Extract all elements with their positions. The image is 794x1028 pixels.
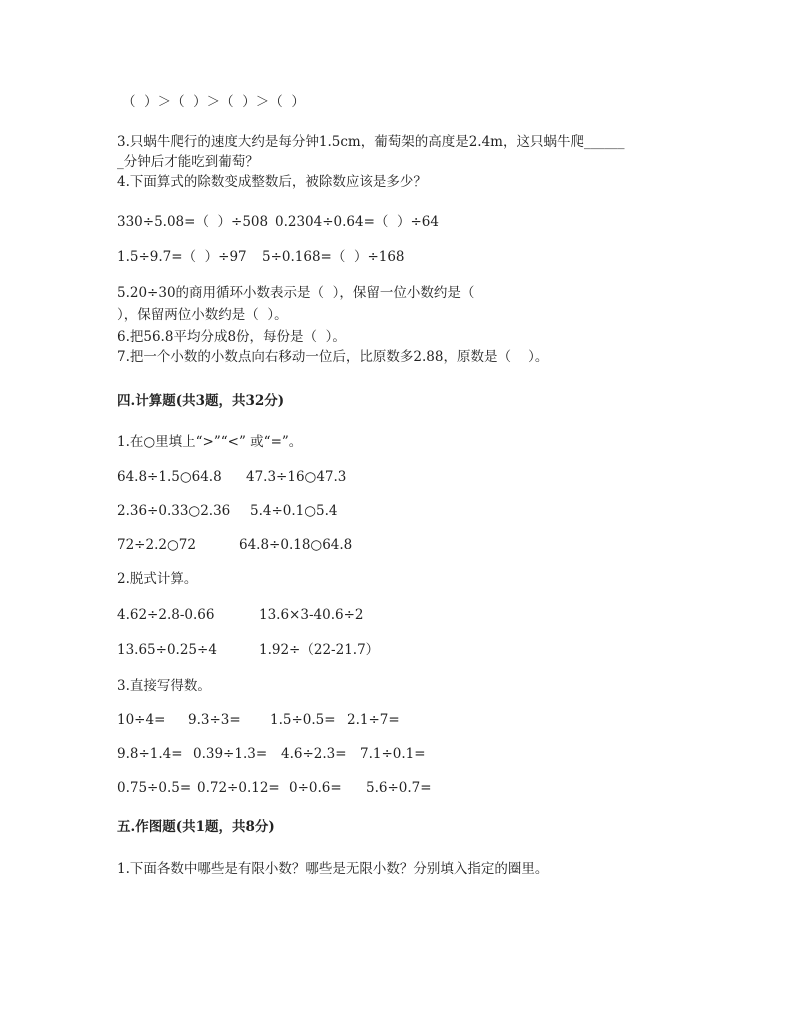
q5-line-2: ），保留两位小数约是（ ）。 <box>117 307 288 323</box>
calc-expr: 1.92÷（22-21.7） <box>259 642 380 658</box>
section-5-title: 五.作图题(共1题，共8分) <box>117 819 275 835</box>
compare-expr: 2.36÷0.33○2.36 <box>117 503 231 519</box>
q4-expr: 330÷5.08=（ ）÷508 <box>117 214 269 230</box>
calc-expr: 13.6×3-40.6÷2 <box>259 607 364 623</box>
calc-expr: 13.65÷0.25÷4 <box>117 642 217 658</box>
mental-math-expr: 9.3÷3= <box>188 712 241 728</box>
d1-title: 1.下面各数中哪些是有限小数？哪些是无限小数？分别填入指定的圈里。 <box>117 861 549 877</box>
q7: 7.把一个小数的小数点向右移动一位后，比原数多2.88，原数是（ ）。 <box>117 349 549 365</box>
q3-line-2: _分钟后才能吃到葡萄？ <box>117 154 259 170</box>
q2-answer-blanks: （ ）＞（ ）＞（ ）＞（ ） <box>122 94 305 110</box>
compare-expr: 64.8÷0.18○64.8 <box>239 537 353 553</box>
compare-expr: 5.4÷0.1○5.4 <box>250 503 338 519</box>
mental-math-expr: 0.72÷0.12= <box>197 780 280 796</box>
mental-math-expr: 0÷0.6= <box>289 780 342 796</box>
mental-math-expr: 1.5÷0.5= <box>270 712 336 728</box>
mental-math-expr: 4.6÷2.3= <box>281 746 347 762</box>
c2-title: 2.脱式计算。 <box>117 571 198 587</box>
mental-math-expr: 0.75÷0.5= <box>117 780 192 796</box>
c3-title: 3.直接写得数。 <box>117 678 211 694</box>
mental-math-expr: 2.1÷7= <box>347 712 400 728</box>
q5-line-1: 5.20÷30的商用循环小数表示是（ ），保留一位小数约是（ <box>117 285 475 301</box>
compare-expr: 47.3÷16○47.3 <box>246 469 347 485</box>
q4-expr: 1.5÷9.7=（ ）÷97 <box>117 249 247 265</box>
q4-expr: 5÷0.168=（ ）÷168 <box>262 249 405 265</box>
q6: 6.把56.8平均分成8份，每份是（ ）。 <box>117 329 346 345</box>
mental-math-expr: 5.6÷0.7= <box>366 780 432 796</box>
calc-expr: 4.62÷2.8-0.66 <box>117 607 215 623</box>
compare-expr: 64.8÷1.5○64.8 <box>117 469 222 485</box>
mental-math-expr: 7.1÷0.1= <box>360 746 426 762</box>
q4-prompt: 4.下面算式的除数变成整数后，被除数应该是多少？ <box>117 174 427 190</box>
section-4-title: 四.计算题(共3题，共32分) <box>117 393 285 409</box>
compare-expr: 72÷2.2○72 <box>117 537 196 553</box>
c1-title: 1.在○里填上“>”“<” 或“=”。 <box>117 434 303 450</box>
mental-math-expr: 9.8÷1.4= <box>117 746 183 762</box>
q4-expr: 0.2304÷0.64=（ ）÷64 <box>275 214 439 230</box>
mental-math-expr: 10÷4= <box>117 712 166 728</box>
q3-line-1: 3.只蜗牛爬行的速度大约是每分钟1.5cm，葡萄架的高度是2.4m，这只蜗牛爬______ <box>117 134 625 150</box>
mental-math-expr: 0.39÷1.3= <box>193 746 268 762</box>
